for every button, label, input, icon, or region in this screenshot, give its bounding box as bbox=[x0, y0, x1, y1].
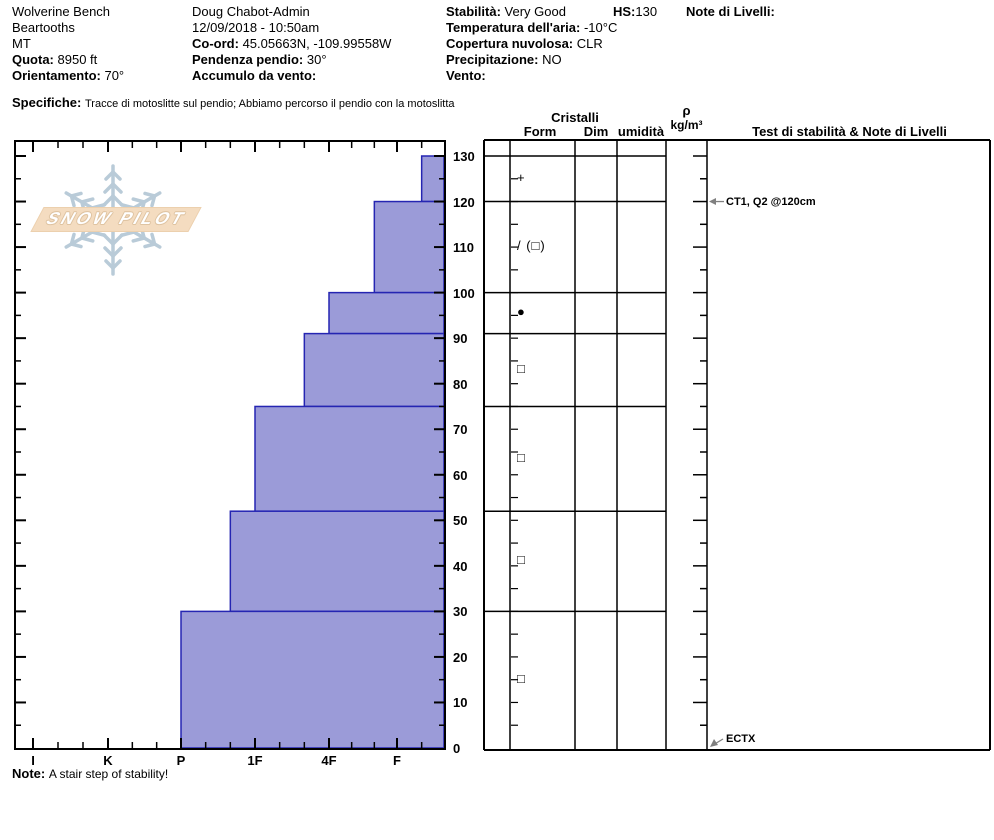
stability-value: Very Good bbox=[504, 4, 566, 19]
y-axis-label-30: 30 bbox=[453, 604, 468, 620]
grain-form-symbol: / (□) bbox=[517, 238, 546, 254]
grain-form-symbol: □ bbox=[517, 361, 526, 377]
y-axis-label-110: 110 bbox=[453, 240, 474, 256]
y-axis-label-20: 20 bbox=[453, 649, 468, 665]
humidity-column-header: umidità bbox=[617, 124, 665, 139]
y-axis-label-50: 50 bbox=[453, 513, 468, 529]
wind-label: Vento: bbox=[446, 68, 486, 83]
precipitation-value: NO bbox=[542, 52, 562, 67]
density-symbol-header: ρ bbox=[682, 103, 691, 118]
wind-loading-label: Accumulo da vento: bbox=[192, 68, 317, 83]
x-axis-label-4F: 4F bbox=[321, 753, 337, 768]
air-temp-label: Temperatura dell'aria: bbox=[446, 20, 581, 35]
x-axis-label-1F: 1F bbox=[247, 753, 263, 768]
footer-note-value: A stair step of stability! bbox=[48, 767, 169, 781]
slope-angle-label: Pendenza pendio: bbox=[192, 52, 304, 67]
test-annotation: CT1, Q2 @120cm bbox=[726, 195, 816, 208]
pit-range: Beartooths bbox=[12, 20, 75, 35]
x-axis-label-K: K bbox=[103, 753, 113, 768]
elevation-label: Quota: bbox=[12, 52, 54, 67]
aspect-value: 70° bbox=[104, 68, 125, 83]
snow-layer-bar bbox=[255, 406, 444, 511]
snow-height-value: 130 bbox=[635, 4, 658, 19]
y-axis-label-100: 100 bbox=[453, 285, 475, 301]
test-annotation: ECTX bbox=[726, 733, 756, 745]
dim-column-header: Dim bbox=[583, 124, 609, 139]
coordinates-label: Co-ord: bbox=[192, 36, 239, 51]
slope-angle-value: 30° bbox=[306, 52, 327, 67]
grain-form-symbol: □ bbox=[517, 552, 526, 568]
precipitation-label: Precipitazione: bbox=[446, 52, 539, 67]
snow-layer-bar bbox=[329, 293, 444, 334]
snow-layer-bar bbox=[374, 202, 444, 293]
pit-location: Wolverine Bench bbox=[12, 4, 111, 19]
x-axis-label-P: P bbox=[176, 753, 186, 768]
sky-cover-label: Copertura nuvolosa: bbox=[446, 36, 574, 51]
y-axis-label-90: 90 bbox=[453, 331, 468, 347]
y-axis-label-130: 130 bbox=[453, 149, 475, 164]
snow-layer-bar bbox=[181, 611, 444, 748]
snowpilot-logo-banner: SNOW PILOT bbox=[30, 207, 201, 232]
grain-form-symbol: □ bbox=[517, 670, 526, 686]
crystals-header: Cristalli bbox=[551, 110, 599, 125]
grain-form-symbol: □ bbox=[517, 449, 526, 465]
grain-form-symbol: + bbox=[517, 169, 526, 185]
layer-notes-label: Note di Livelli: bbox=[686, 4, 775, 19]
x-axis-label-F: F bbox=[393, 753, 401, 768]
coordinates-value: 45.05663N, -109.99558W bbox=[242, 36, 392, 51]
observation-datetime: 12/09/2018 - 10:50am bbox=[192, 20, 320, 35]
x-axis-label-I: I bbox=[31, 753, 35, 768]
pit-state: MT bbox=[12, 36, 31, 51]
aspect-label: Orientamento: bbox=[12, 68, 101, 83]
y-axis-label-80: 80 bbox=[453, 376, 468, 392]
y-axis-label-70: 70 bbox=[453, 422, 468, 438]
y-axis-label-10: 10 bbox=[453, 695, 468, 711]
y-axis-label-0: 0 bbox=[453, 741, 461, 756]
form-column-header: Form bbox=[523, 124, 557, 139]
air-temp-value: -10°C bbox=[583, 20, 618, 35]
elevation-value: 8950 ft bbox=[57, 52, 98, 67]
comments-value: Tracce di motoslitte sul pendio; Abbiamo percorso il pendio con la motoslitta bbox=[84, 98, 455, 110]
snow-height-label: HS: bbox=[613, 4, 636, 19]
snow-layer-bar bbox=[230, 511, 444, 611]
y-axis-label-60: 60 bbox=[453, 467, 468, 483]
footer-note-row bbox=[12, 766, 168, 782]
footer-note-label: Note: bbox=[12, 766, 46, 781]
grain-form-symbol: ● bbox=[517, 304, 526, 320]
comments-label: Specifiche: bbox=[12, 95, 82, 110]
stability-label: Stabilità: bbox=[446, 4, 501, 19]
observer-name: Doug Chabot-Admin bbox=[192, 4, 310, 19]
y-axis-label-120: 120 bbox=[453, 194, 475, 210]
sky-cover-value: CLR bbox=[576, 36, 603, 51]
y-axis-label-40: 40 bbox=[453, 558, 468, 574]
snow-layer-bar bbox=[304, 334, 444, 407]
density-unit-header: kg/m³ bbox=[670, 118, 703, 132]
stability-tests-header: Test di stabilità & Note di Livelli bbox=[752, 124, 947, 139]
